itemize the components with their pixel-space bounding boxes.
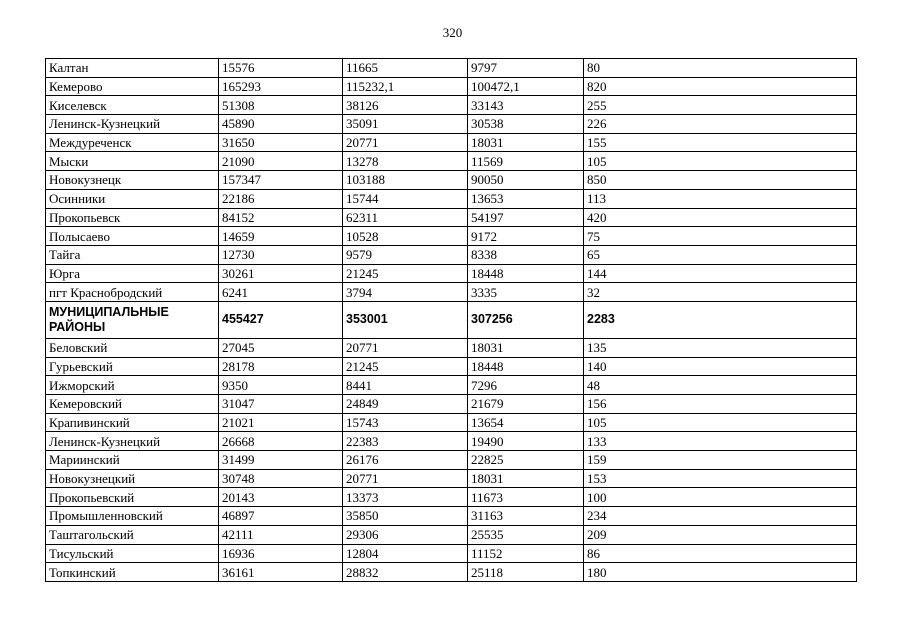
table-cell: 226	[584, 115, 857, 134]
table-cell: 13278	[343, 152, 468, 171]
table-cell: 15743	[343, 413, 468, 432]
municipality-name-cell: Ленинск-Кузнецкий	[46, 115, 219, 134]
municipality-name-cell: Ижморский	[46, 376, 219, 395]
table-row	[46, 413, 857, 432]
table-row	[46, 544, 857, 563]
table-cell: 105	[584, 413, 857, 432]
table-cell: 25535	[468, 525, 584, 544]
table-cell: 36161	[219, 563, 343, 582]
municipality-name-cell: Калтан	[46, 59, 219, 78]
table-row	[46, 245, 857, 264]
table-row	[46, 77, 857, 96]
table-cell: 80	[584, 59, 857, 78]
table-row	[46, 264, 857, 283]
table-cell: 31163	[468, 507, 584, 526]
table-row	[46, 189, 857, 208]
table-cell: 9579	[343, 245, 468, 264]
municipality-name-cell: Промышленновский	[46, 507, 219, 526]
table-cell: 20771	[343, 469, 468, 488]
table-cell: 31047	[219, 395, 343, 414]
table-cell: 18031	[468, 133, 584, 152]
municipality-name-cell: Полысаево	[46, 227, 219, 246]
table-cell: 115232,1	[343, 77, 468, 96]
table-cell: 820	[584, 77, 857, 96]
table-cell: 156	[584, 395, 857, 414]
table-row	[46, 59, 857, 78]
table-cell: 20771	[343, 338, 468, 357]
table-cell: 3335	[468, 283, 584, 302]
table-row	[46, 488, 857, 507]
table-row	[46, 525, 857, 544]
table-cell: 46897	[219, 507, 343, 526]
table-cell: 13373	[343, 488, 468, 507]
page-number: 320	[442, 25, 463, 40]
municipality-name-cell: Новокузнецкий	[46, 469, 219, 488]
table-cell: 11665	[343, 59, 468, 78]
table-row	[46, 115, 857, 134]
section-total-cell: 2283	[584, 301, 857, 338]
table-cell: 6241	[219, 283, 343, 302]
table-cell: 45890	[219, 115, 343, 134]
municipality-name-cell: Междуреченск	[46, 133, 219, 152]
table-cell: 159	[584, 451, 857, 470]
table-cell: 22186	[219, 189, 343, 208]
table-cell: 32	[584, 283, 857, 302]
table-cell: 21245	[343, 264, 468, 283]
table-cell: 105	[584, 152, 857, 171]
municipality-name-cell: Таштагольский	[46, 525, 219, 544]
table-cell: 100	[584, 488, 857, 507]
table-cell: 48	[584, 376, 857, 395]
municipality-name-cell: Топкинский	[46, 563, 219, 582]
table-cell: 62311	[343, 208, 468, 227]
table-cell: 18448	[468, 357, 584, 376]
table-cell: 103188	[343, 171, 468, 190]
table-row	[46, 338, 857, 357]
municipality-name-cell: пгт Краснобродский	[46, 283, 219, 302]
table-cell: 15576	[219, 59, 343, 78]
table-cell: 100472,1	[468, 77, 584, 96]
municipality-name-cell: Осинники	[46, 189, 219, 208]
table-cell: 11569	[468, 152, 584, 171]
table-row	[46, 451, 857, 470]
table-cell: 25118	[468, 563, 584, 582]
table-cell: 135	[584, 338, 857, 357]
municipality-name-cell: Тайга	[46, 245, 219, 264]
table-cell: 31650	[219, 133, 343, 152]
table-row	[46, 283, 857, 302]
table-cell: 14659	[219, 227, 343, 246]
table-cell: 21021	[219, 413, 343, 432]
municipality-name-cell: Прокопьевский	[46, 488, 219, 507]
table-cell: 15744	[343, 189, 468, 208]
table-cell: 13653	[468, 189, 584, 208]
table-cell: 24849	[343, 395, 468, 414]
table-cell: 31499	[219, 451, 343, 470]
table-cell: 22825	[468, 451, 584, 470]
table-row	[46, 357, 857, 376]
table-row	[46, 395, 857, 414]
table-cell: 18031	[468, 469, 584, 488]
table-cell: 51308	[219, 96, 343, 115]
table-cell: 22383	[343, 432, 468, 451]
table-cell: 11152	[468, 544, 584, 563]
table-cell: 28178	[219, 357, 343, 376]
table-row	[46, 469, 857, 488]
municipality-name-cell: Кемерово	[46, 77, 219, 96]
table-cell: 9797	[468, 59, 584, 78]
table-cell: 255	[584, 96, 857, 115]
table-cell: 153	[584, 469, 857, 488]
table-cell: 90050	[468, 171, 584, 190]
table-cell: 11673	[468, 488, 584, 507]
table-cell: 35091	[343, 115, 468, 134]
municipality-name-cell: Юрга	[46, 264, 219, 283]
table-cell: 12730	[219, 245, 343, 264]
municipality-name-cell: Ленинск-Кузнецкий	[46, 432, 219, 451]
table-cell: 35850	[343, 507, 468, 526]
table-cell: 28832	[343, 563, 468, 582]
table-cell: 9350	[219, 376, 343, 395]
table-row	[46, 208, 857, 227]
municipality-name-cell: Кемеровский	[46, 395, 219, 414]
table-cell: 10528	[343, 227, 468, 246]
table-cell: 8441	[343, 376, 468, 395]
table-cell: 54197	[468, 208, 584, 227]
municipality-name-cell: Киселевск	[46, 96, 219, 115]
table-cell: 86	[584, 544, 857, 563]
table-cell: 26668	[219, 432, 343, 451]
table-cell: 26176	[343, 451, 468, 470]
table-cell: 209	[584, 525, 857, 544]
table-cell: 144	[584, 264, 857, 283]
table-cell: 84152	[219, 208, 343, 227]
municipality-name-cell: Беловский	[46, 338, 219, 357]
section-total-cell: 353001	[343, 301, 468, 338]
table-cell: 18448	[468, 264, 584, 283]
table-cell: 21245	[343, 357, 468, 376]
table-cell: 180	[584, 563, 857, 582]
table-cell: 3794	[343, 283, 468, 302]
table-cell: 133	[584, 432, 857, 451]
table-cell: 21679	[468, 395, 584, 414]
table-cell: 155	[584, 133, 857, 152]
table-row	[46, 507, 857, 526]
table-cell: 8338	[468, 245, 584, 264]
municipality-name-cell: Крапивинский	[46, 413, 219, 432]
municipality-name-cell: Мариинский	[46, 451, 219, 470]
table-cell: 9172	[468, 227, 584, 246]
table-cell: 33143	[468, 96, 584, 115]
table-cell: 30261	[219, 264, 343, 283]
section-total-cell: 307256	[468, 301, 584, 338]
table-cell: 420	[584, 208, 857, 227]
table-row	[46, 152, 857, 171]
table-cell: 140	[584, 357, 857, 376]
municipality-name-cell: Тисульский	[46, 544, 219, 563]
table-cell: 12804	[343, 544, 468, 563]
table-cell: 234	[584, 507, 857, 526]
table-row	[46, 376, 857, 395]
table-cell: 75	[584, 227, 857, 246]
table-cell: 65	[584, 245, 857, 264]
table-row	[46, 133, 857, 152]
table-cell: 27045	[219, 338, 343, 357]
table-cell: 21090	[219, 152, 343, 171]
data-table	[45, 58, 857, 582]
table-cell: 20771	[343, 133, 468, 152]
municipality-name-cell: Новокузнецк	[46, 171, 219, 190]
table-cell: 16936	[219, 544, 343, 563]
table-row	[46, 432, 857, 451]
table-cell: 113	[584, 189, 857, 208]
table-cell: 850	[584, 171, 857, 190]
table-cell: 29306	[343, 525, 468, 544]
table-cell: 165293	[219, 77, 343, 96]
table-cell: 18031	[468, 338, 584, 357]
table-cell: 20143	[219, 488, 343, 507]
table-cell: 42111	[219, 525, 343, 544]
table-row	[46, 171, 857, 190]
table-cell: 30538	[468, 115, 584, 134]
municipality-name-cell: Мыски	[46, 152, 219, 171]
table-cell: 19490	[468, 432, 584, 451]
table-row	[46, 227, 857, 246]
table-cell: 157347	[219, 171, 343, 190]
municipality-name-cell: Гурьевский	[46, 357, 219, 376]
section-total-cell: 455427	[219, 301, 343, 338]
table-row	[46, 563, 857, 582]
table-cell: 38126	[343, 96, 468, 115]
table-cell: 13654	[468, 413, 584, 432]
municipality-name-cell: Прокопьевск	[46, 208, 219, 227]
section-header-row	[46, 301, 857, 338]
table-cell: 7296	[468, 376, 584, 395]
table-cell: 30748	[219, 469, 343, 488]
table-row	[46, 96, 857, 115]
section-title-cell: МУНИЦИПАЛЬНЫЕ РАЙОНЫ	[46, 301, 219, 338]
